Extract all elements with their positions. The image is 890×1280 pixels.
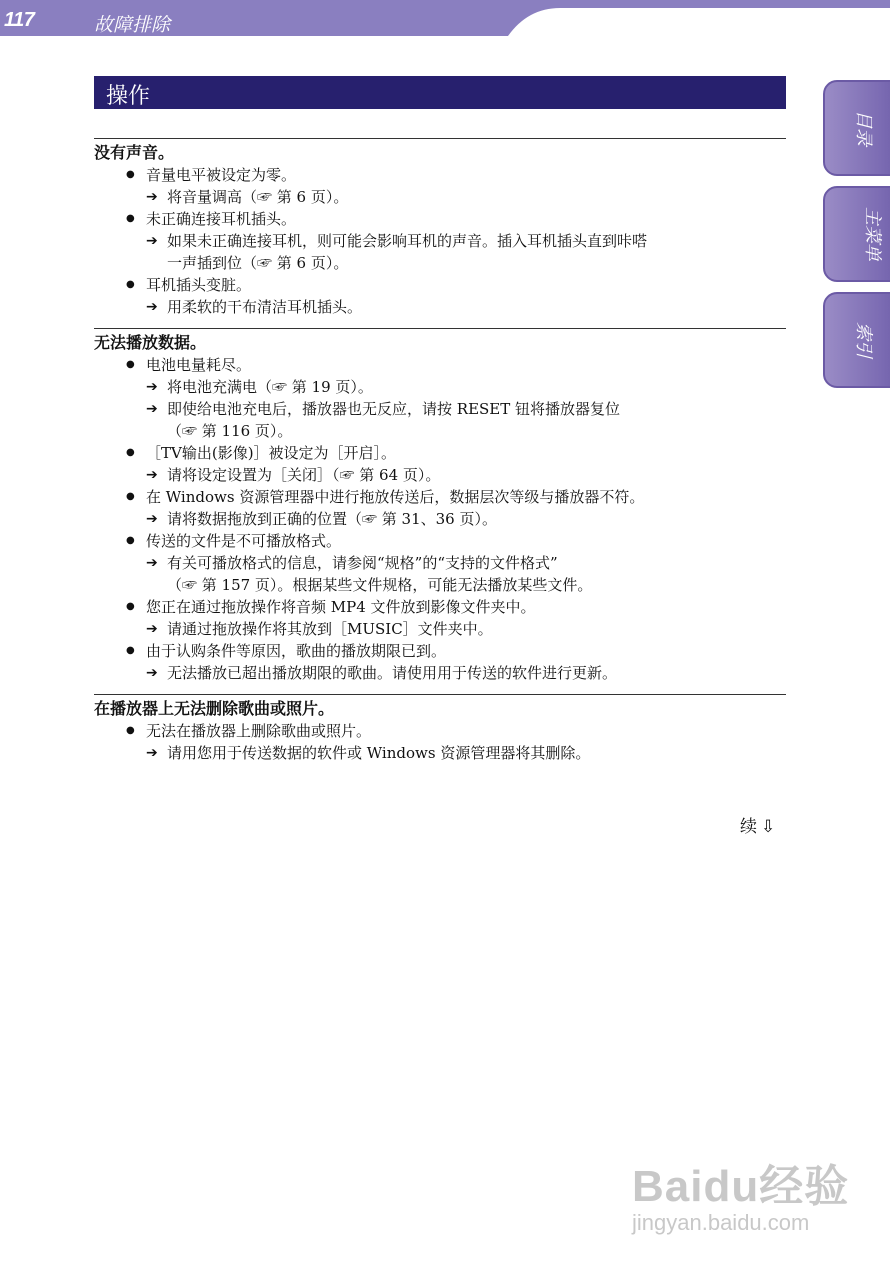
cause-item bbox=[94, 354, 786, 376]
cause-item bbox=[94, 720, 786, 742]
solution-item bbox=[94, 464, 786, 486]
item-text: 请将设定设置为［关闭］（☞ 第 64 页）。 bbox=[167, 466, 441, 484]
item-text: 将电池充满电（☞ 第 19 页）。 bbox=[167, 378, 373, 396]
cause-item bbox=[94, 442, 786, 464]
solution-item bbox=[94, 742, 786, 764]
continued-label: 续 bbox=[740, 817, 757, 837]
item-text: 无法播放已超出播放期限的歌曲。请使用用于传送的软件进行更新。 bbox=[167, 664, 618, 682]
issue-title: 无法播放数据。 bbox=[94, 333, 207, 352]
item-text: 请通过拖放操作将其放到［MUSIC］文件夹中。 bbox=[167, 620, 493, 638]
solution-item bbox=[94, 296, 786, 318]
continued-indicator[interactable] bbox=[740, 812, 775, 837]
issue-items bbox=[94, 354, 786, 684]
issue-items bbox=[94, 720, 786, 764]
top-header-band bbox=[0, 0, 890, 36]
chapter-title: 故障排除 bbox=[94, 14, 171, 36]
item-text: ［TV输出(影像)］被设定为［开启］。 bbox=[146, 444, 397, 462]
arrow-icon: ➔ bbox=[146, 233, 158, 249]
tab-main-menu[interactable] bbox=[823, 186, 890, 282]
watermark-url: jingyan.baidu.com bbox=[632, 1210, 810, 1235]
down-arrow-icon: ⇩ bbox=[761, 817, 776, 837]
arrow-icon: ➔ bbox=[146, 401, 158, 417]
arrow-icon: ➔ bbox=[146, 665, 158, 681]
tab-contents[interactable] bbox=[823, 80, 890, 176]
item-text: 有关可播放格式的信息，请参阅“规格”的“支持的文件格式” bbox=[167, 554, 558, 572]
issue-block bbox=[94, 694, 786, 764]
cause-item bbox=[94, 274, 786, 296]
item-text: 用柔软的干布清洁耳机插头。 bbox=[167, 298, 363, 316]
item-text: 在 Windows 资源管理器中进行拖放传送后，数据层次等级与播放器不符。 bbox=[146, 488, 645, 506]
item-text: 耳机插头变脏。 bbox=[146, 276, 252, 294]
arrow-icon: ➔ bbox=[146, 511, 158, 527]
solution-item bbox=[94, 186, 786, 208]
item-text: （☞ 第 116 页）。 bbox=[167, 422, 293, 440]
arrow-icon: ➔ bbox=[146, 467, 158, 483]
item-text: 您正在通过拖放操作将音频 MP4 文件放到影像文件夹中。 bbox=[146, 598, 536, 616]
arrow-icon: ➔ bbox=[146, 299, 158, 315]
cause-item bbox=[94, 486, 786, 508]
tab-contents-label: 目录 bbox=[853, 110, 874, 146]
solution-item bbox=[94, 574, 786, 596]
arrow-icon: ➔ bbox=[146, 621, 158, 637]
arrow-icon: ➔ bbox=[146, 555, 158, 571]
issue-block bbox=[94, 328, 786, 684]
arrow-icon: ➔ bbox=[146, 745, 158, 761]
item-text: 无法在播放器上删除歌曲或照片。 bbox=[146, 722, 372, 740]
page-number: 117 bbox=[4, 9, 35, 31]
item-text: 将音量调高（☞ 第 6 页）。 bbox=[167, 188, 349, 206]
section-title: 操作 bbox=[94, 76, 786, 109]
item-text: 未正确连接耳机插头。 bbox=[146, 210, 297, 228]
item-text: 传送的文件是不可播放格式。 bbox=[146, 532, 342, 550]
solution-item bbox=[94, 552, 786, 574]
item-text: 电池电量耗尽。 bbox=[146, 356, 252, 374]
item-text: 请将数据拖放到正确的位置（☞ 第 31、36 页）。 bbox=[167, 510, 497, 528]
tab-index[interactable] bbox=[823, 292, 890, 388]
item-text: 一声插到位（☞ 第 6 页）。 bbox=[167, 254, 349, 272]
tab-main-menu-label: 主菜单 bbox=[862, 207, 883, 261]
solution-item bbox=[94, 398, 786, 420]
solution-item bbox=[94, 420, 786, 442]
cause-item bbox=[94, 164, 786, 186]
solution-item bbox=[94, 376, 786, 398]
watermark-brand: Baidu经验 bbox=[632, 1162, 850, 1211]
solution-item bbox=[94, 662, 786, 684]
item-text: 即使给电池充电后，播放器也无反应，请按 RESET 钮将播放器复位 bbox=[167, 400, 621, 418]
issue-title: 没有声音。 bbox=[94, 143, 175, 162]
cause-item bbox=[94, 530, 786, 552]
issue-title: 在播放器上无法删除歌曲或照片。 bbox=[94, 699, 335, 718]
watermark bbox=[632, 1150, 849, 1236]
solution-item bbox=[94, 230, 786, 252]
tab-index-label: 索引 bbox=[853, 322, 874, 358]
solution-item bbox=[94, 618, 786, 640]
arrow-icon: ➔ bbox=[146, 189, 158, 205]
item-text: 如果未正确连接耳机，则可能会影响耳机的声音。插入耳机插头直到咔嗒 bbox=[167, 232, 648, 250]
item-text: （☞ 第 157 页）。根据某些文件规格，可能无法播放某些文件。 bbox=[167, 576, 593, 594]
item-text: 音量电平被设定为零。 bbox=[146, 166, 297, 184]
issue-items bbox=[94, 164, 786, 318]
cause-item bbox=[94, 208, 786, 230]
arrow-icon: ➔ bbox=[146, 379, 158, 395]
cause-item bbox=[94, 596, 786, 618]
issue-block bbox=[94, 138, 786, 318]
troubleshooting-content bbox=[94, 138, 786, 774]
item-text: 由于认购条件等原因，歌曲的播放期限已到。 bbox=[146, 642, 447, 660]
solution-item bbox=[94, 508, 786, 530]
item-text: 请用您用于传送数据的软件或 Windows 资源管理器将其删除。 bbox=[167, 744, 591, 762]
solution-item bbox=[94, 252, 786, 274]
cause-item bbox=[94, 640, 786, 662]
